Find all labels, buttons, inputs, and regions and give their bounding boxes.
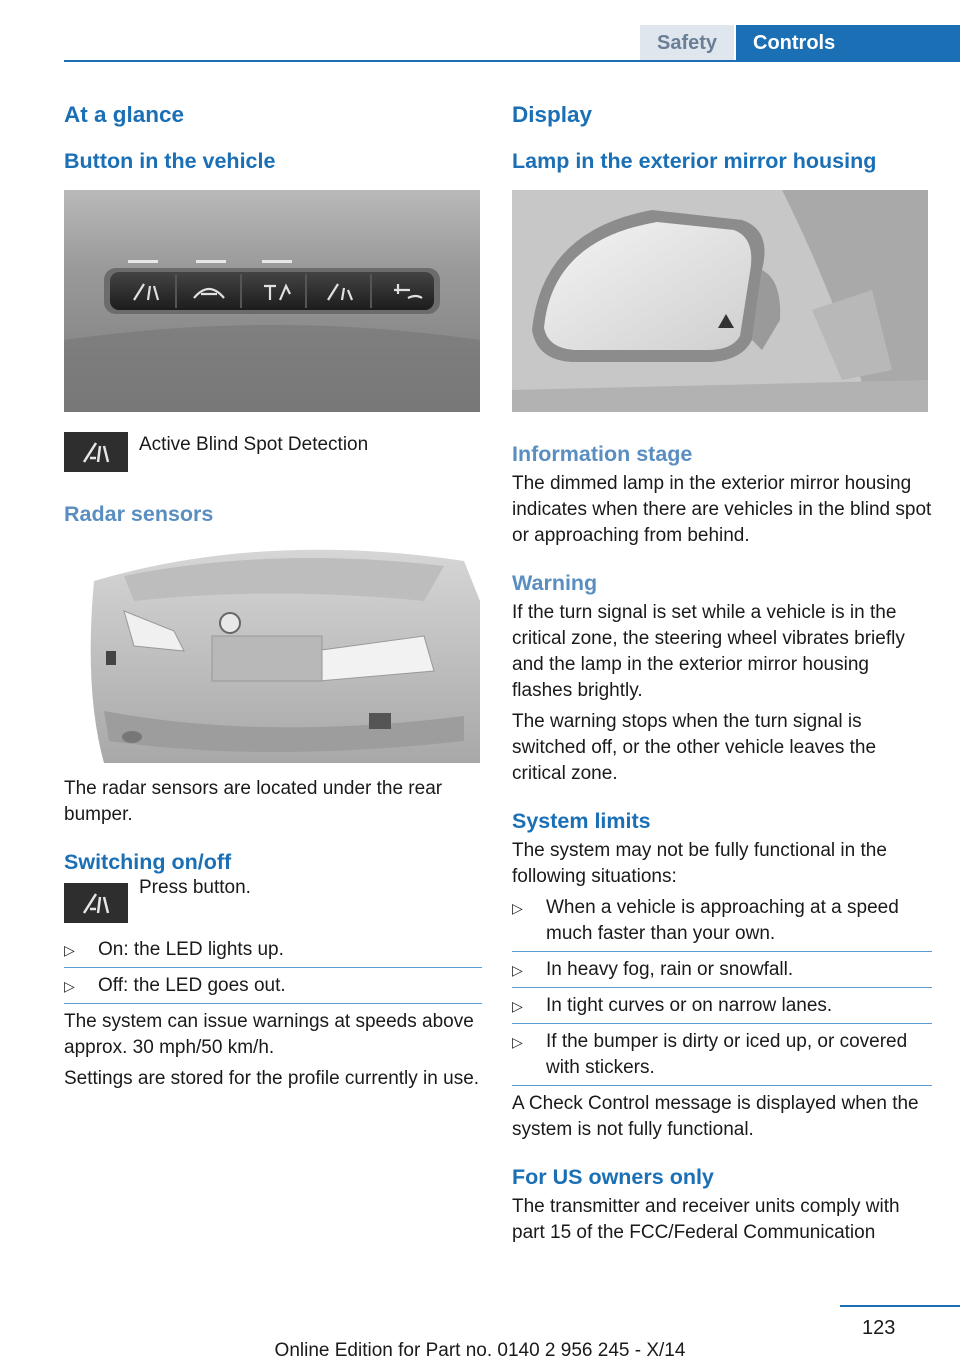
list-item: ▷ Off: the LED goes out. [64,973,482,1004]
right-column [512,102,932,1246]
button-panel-image [64,190,480,412]
mirror-lamp-image [512,190,928,412]
section-title-at-a-glance: At a glance [64,102,185,127]
triangle-bullet-icon: ▷ [64,942,75,958]
blind-spot-icon [64,883,128,923]
blind-spot-icon [64,432,128,472]
heading-warning: Warning [512,571,598,595]
heading-us-owners: For US owners only [512,1165,714,1189]
heading-information-stage: Information stage [512,442,693,466]
switch-list [64,937,482,1004]
us-text: The transmitter and receiver units comply with part 15 of the FCC/Federal Communication [512,1196,900,1243]
warning-text-2: The warning stops when the turn signal is switched off, or the other vehicle leaves the critical zone. [512,711,877,784]
heading-switching: Switching on/off [64,850,232,874]
header-rule [64,60,960,62]
heading-radar-sensors: Radar sensors [64,502,214,526]
warning-text-1: If the turn signal is set while a vehicle is in the critical zone, the steering wheel vibrates briefly and the lamp in the exterior mirror housing flashes brightly. [512,602,905,701]
limits-intro: The system may not be fully functional in the following situations: [512,840,887,887]
switch-caption: Press button. [139,877,251,898]
list-item: ▷ On: the LED lights up. [64,937,482,968]
heading-lamp: Lamp in the exterior mirror housing [512,149,877,173]
limits-list [512,895,932,1086]
warn-text: The system can issue warnings at speeds above approx. 30 mph/50 km/h. [64,1011,474,1058]
radar-text: The radar sensors are located under the rear bumper. [64,778,443,825]
list-item: ▷ If the bumper is dirty or iced up, or covered with stickers. [512,1029,932,1086]
radar-sensors-image [64,541,480,763]
heading-system-limits: System limits [512,809,651,833]
info-text: The dimmed lamp in the exterior mirror housing indicates when there are vehicles in the blind spot or approaching from behind. [512,473,932,546]
header-tab-safety[interactable]: Safety [640,25,734,61]
settings-text: Settings are stored for the profile currently in use. [64,1068,480,1089]
list-item: ▷ In heavy fog, rain or snowfall. [512,957,932,988]
triangle-bullet-icon: ▷ [512,1034,523,1050]
edition-footer: Online Edition for Part no. 0140 2 956 245 - X/14 [274,1340,686,1361]
triangle-bullet-icon: ▷ [512,998,523,1014]
section-title-display: Display [512,102,593,127]
triangle-bullet-icon: ▷ [512,962,523,978]
triangle-bullet-icon: ▷ [64,978,75,994]
limits-after-text: A Check Control message is displayed when the system is not fully functional. [512,1093,919,1140]
page-number: 123 [862,1317,896,1339]
heading-button-in-vehicle: Button in the vehicle [64,149,276,173]
button-caption: Active Blind Spot Detection [139,434,369,455]
list-item: ▷ When a vehicle is approaching at a speed much faster than your own. [512,895,932,952]
footer-rule [840,1305,960,1307]
left-column [64,102,482,1092]
header-tab-controls[interactable]: Controls [736,25,960,61]
button-caption-row [64,432,482,472]
triangle-bullet-icon: ▷ [512,900,523,916]
list-item: ▷ In tight curves or on narrow lanes. [512,993,932,1024]
switch-caption-row [64,877,482,923]
